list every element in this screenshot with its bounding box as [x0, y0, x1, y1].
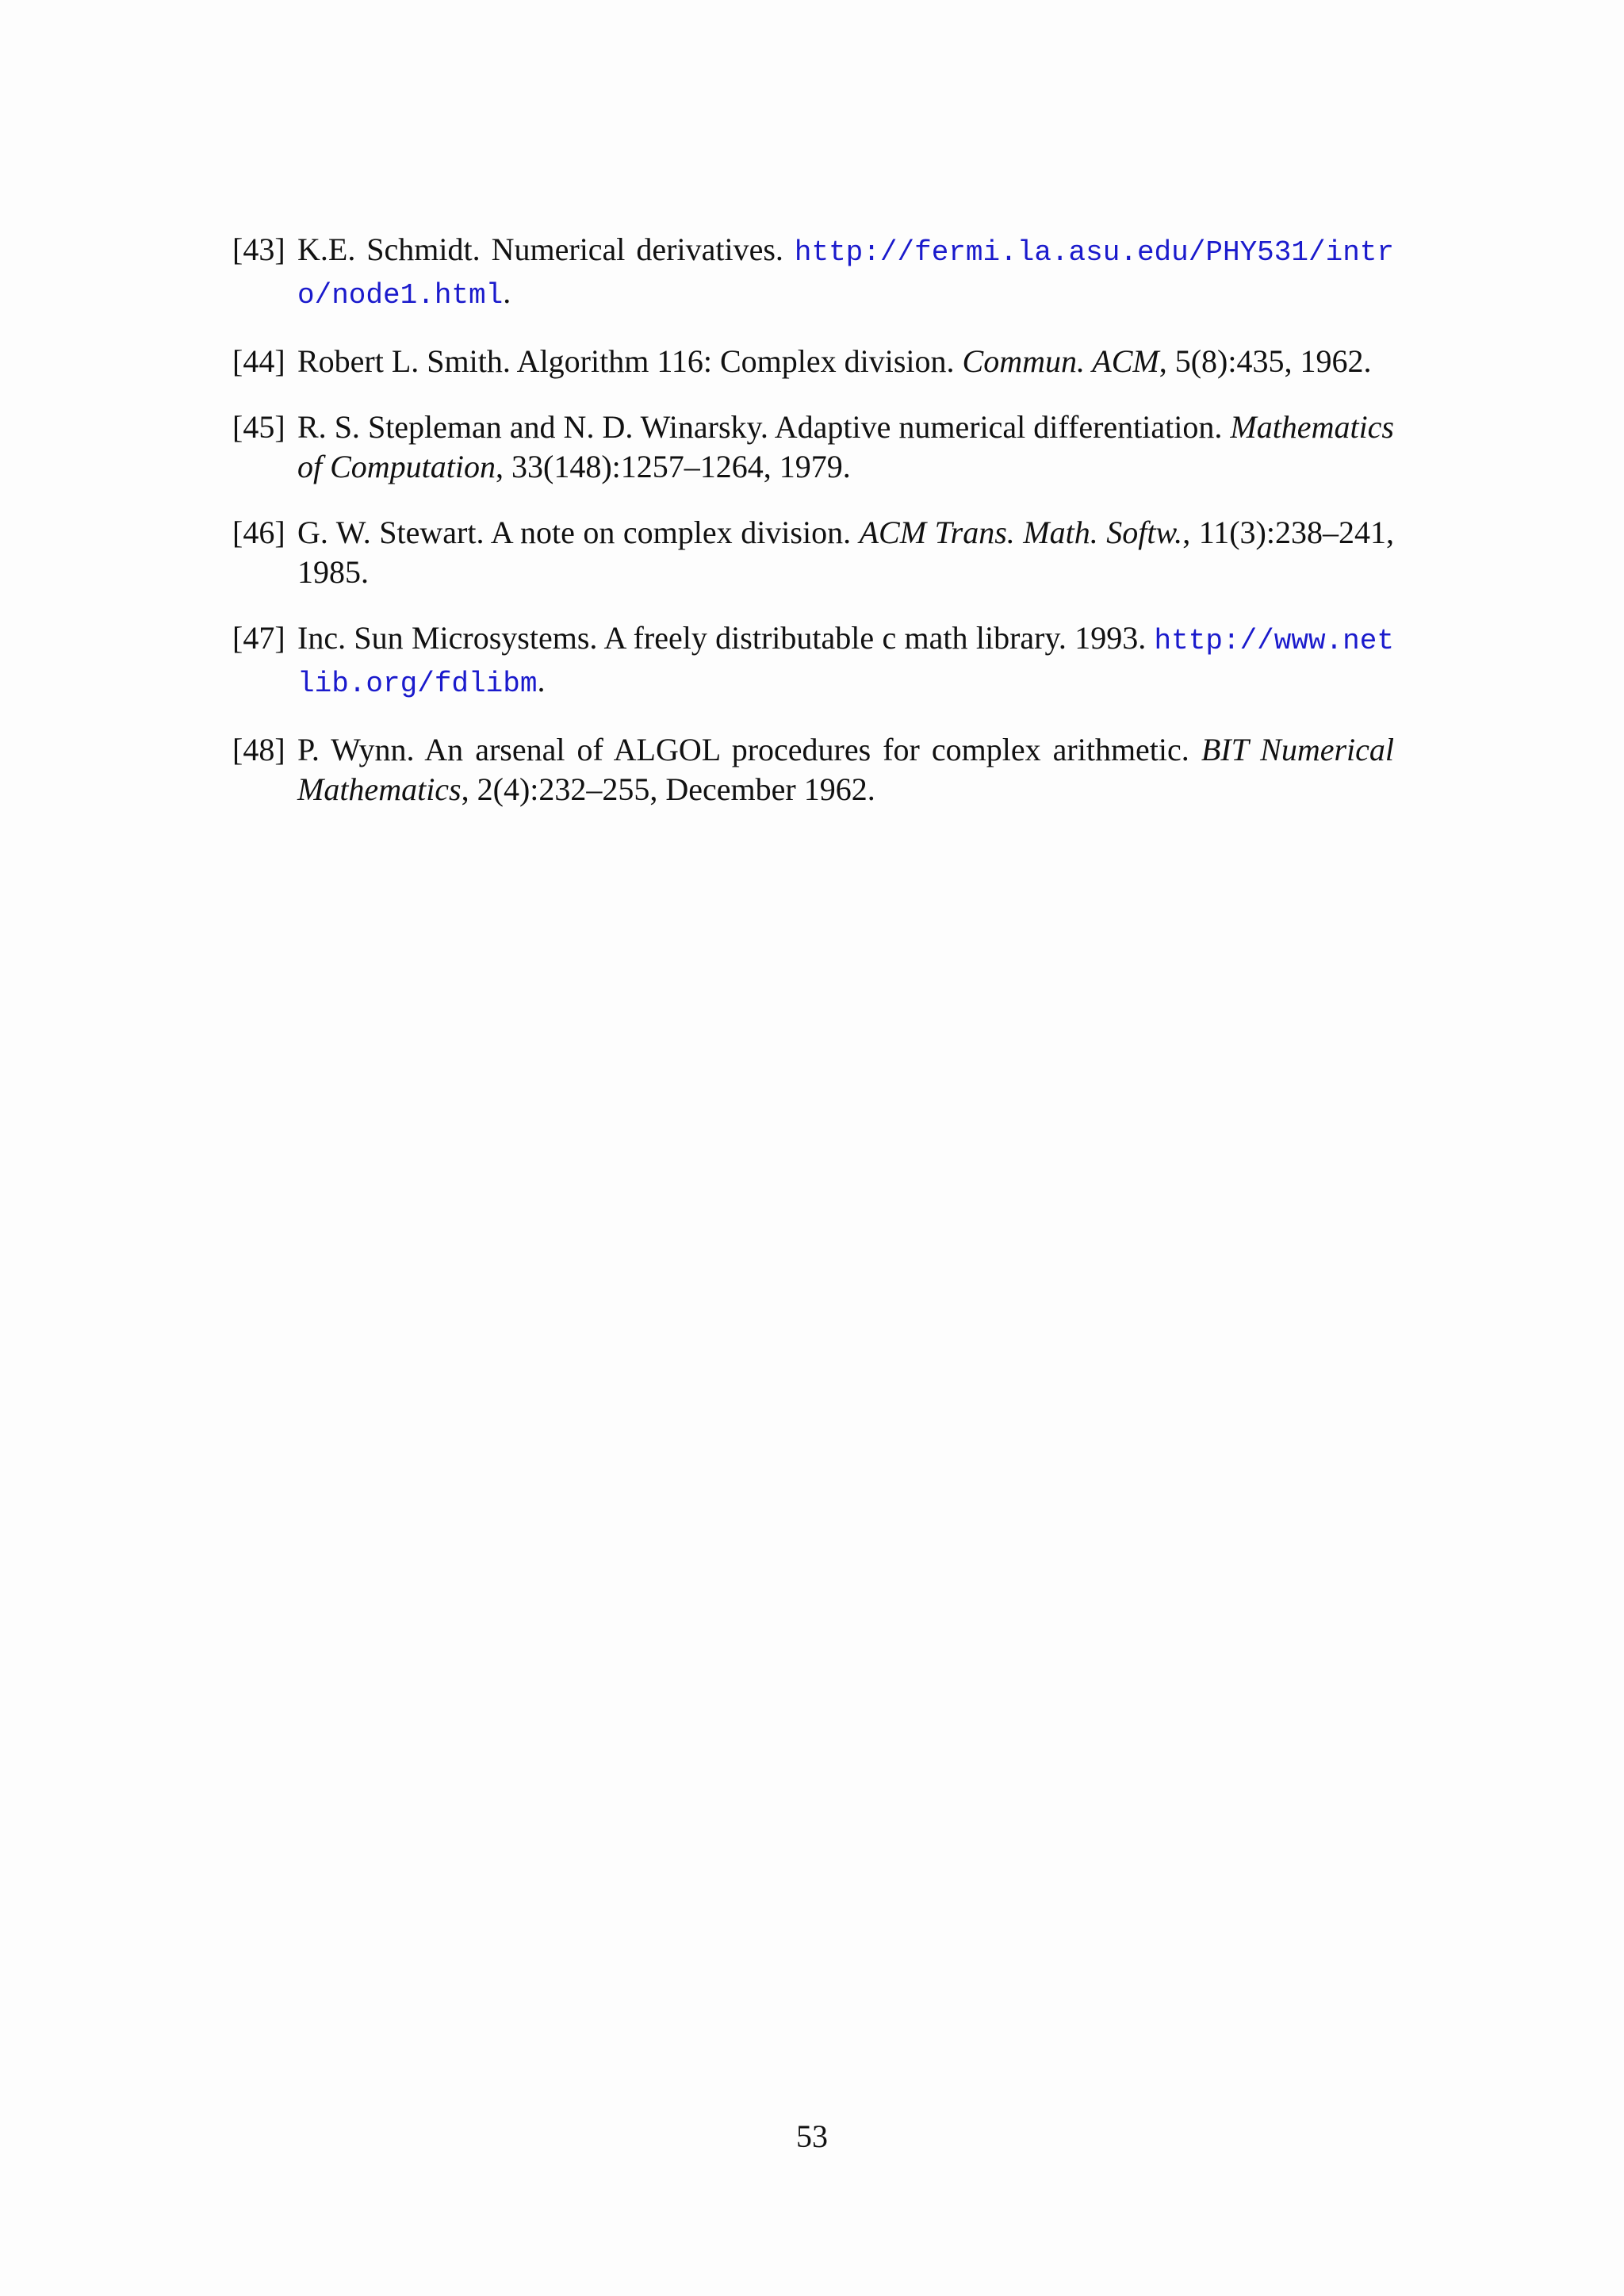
reference-text: G. W. Stewart. A note on complex division.	[297, 515, 860, 550]
reference-suffix: .	[503, 274, 511, 310]
reference-suffix: , 33(148):1257–1264, 1979.	[496, 449, 851, 484]
reference-link[interactable]: http://fermi.la.asu.edu/PHY531/intro/node1.html	[297, 236, 1394, 312]
reference-text: Robert L. Smith. Algorithm 116: Complex division.	[297, 343, 963, 379]
reference-text: R. S. Stepleman and N. D. Winarsky. Adaptive numerical differentiation.	[297, 409, 1231, 445]
reference-body	[297, 230, 1394, 316]
reference-number: [48]	[232, 732, 285, 767]
reference-suffix: , 5(8):435, 1962.	[1159, 343, 1372, 379]
reference-venue: ACM Trans. Math. Softw.	[859, 515, 1183, 550]
reference-body	[297, 408, 1394, 487]
reference-link[interactable]: http://www.netlib.org/fdlibm	[297, 625, 1394, 700]
reference-suffix: , 2(4):232–255, December 1962.	[461, 771, 875, 807]
reference-body	[297, 513, 1394, 592]
reference-list	[232, 230, 1394, 836]
reference-46	[232, 513, 1394, 592]
page-number: 53	[796, 2118, 828, 2154]
reference-text: Inc. Sun Microsystems. A freely distributable c math library. 1993.	[297, 620, 1155, 656]
reference-number: [47]	[232, 620, 285, 656]
reference-venue: BIT Numerical Mathematics	[297, 732, 1395, 807]
reference-48	[232, 730, 1394, 809]
reference-43	[232, 230, 1394, 316]
reference-body	[297, 618, 1394, 704]
reference-venue: Commun. ACM	[962, 343, 1159, 379]
reference-number: [45]	[232, 409, 285, 445]
reference-body	[297, 730, 1394, 809]
reference-suffix: .	[537, 663, 546, 698]
reference-44	[232, 342, 1394, 381]
reference-number: [46]	[232, 515, 285, 550]
reference-45	[232, 408, 1394, 487]
reference-number: [44]	[232, 343, 285, 379]
reference-text: K.E. Schmidt. Numerical derivatives.	[297, 232, 795, 267]
reference-suffix: , 11(3):238–241, 1985.	[297, 515, 1394, 590]
reference-text: P. Wynn. An arsenal of ALGOL procedures for complex arithmetic.	[297, 732, 1201, 767]
reference-body	[297, 342, 1394, 381]
reference-number: [43]	[232, 232, 285, 267]
reference-venue: Mathematics of Computation	[297, 409, 1394, 484]
reference-47	[232, 618, 1394, 704]
